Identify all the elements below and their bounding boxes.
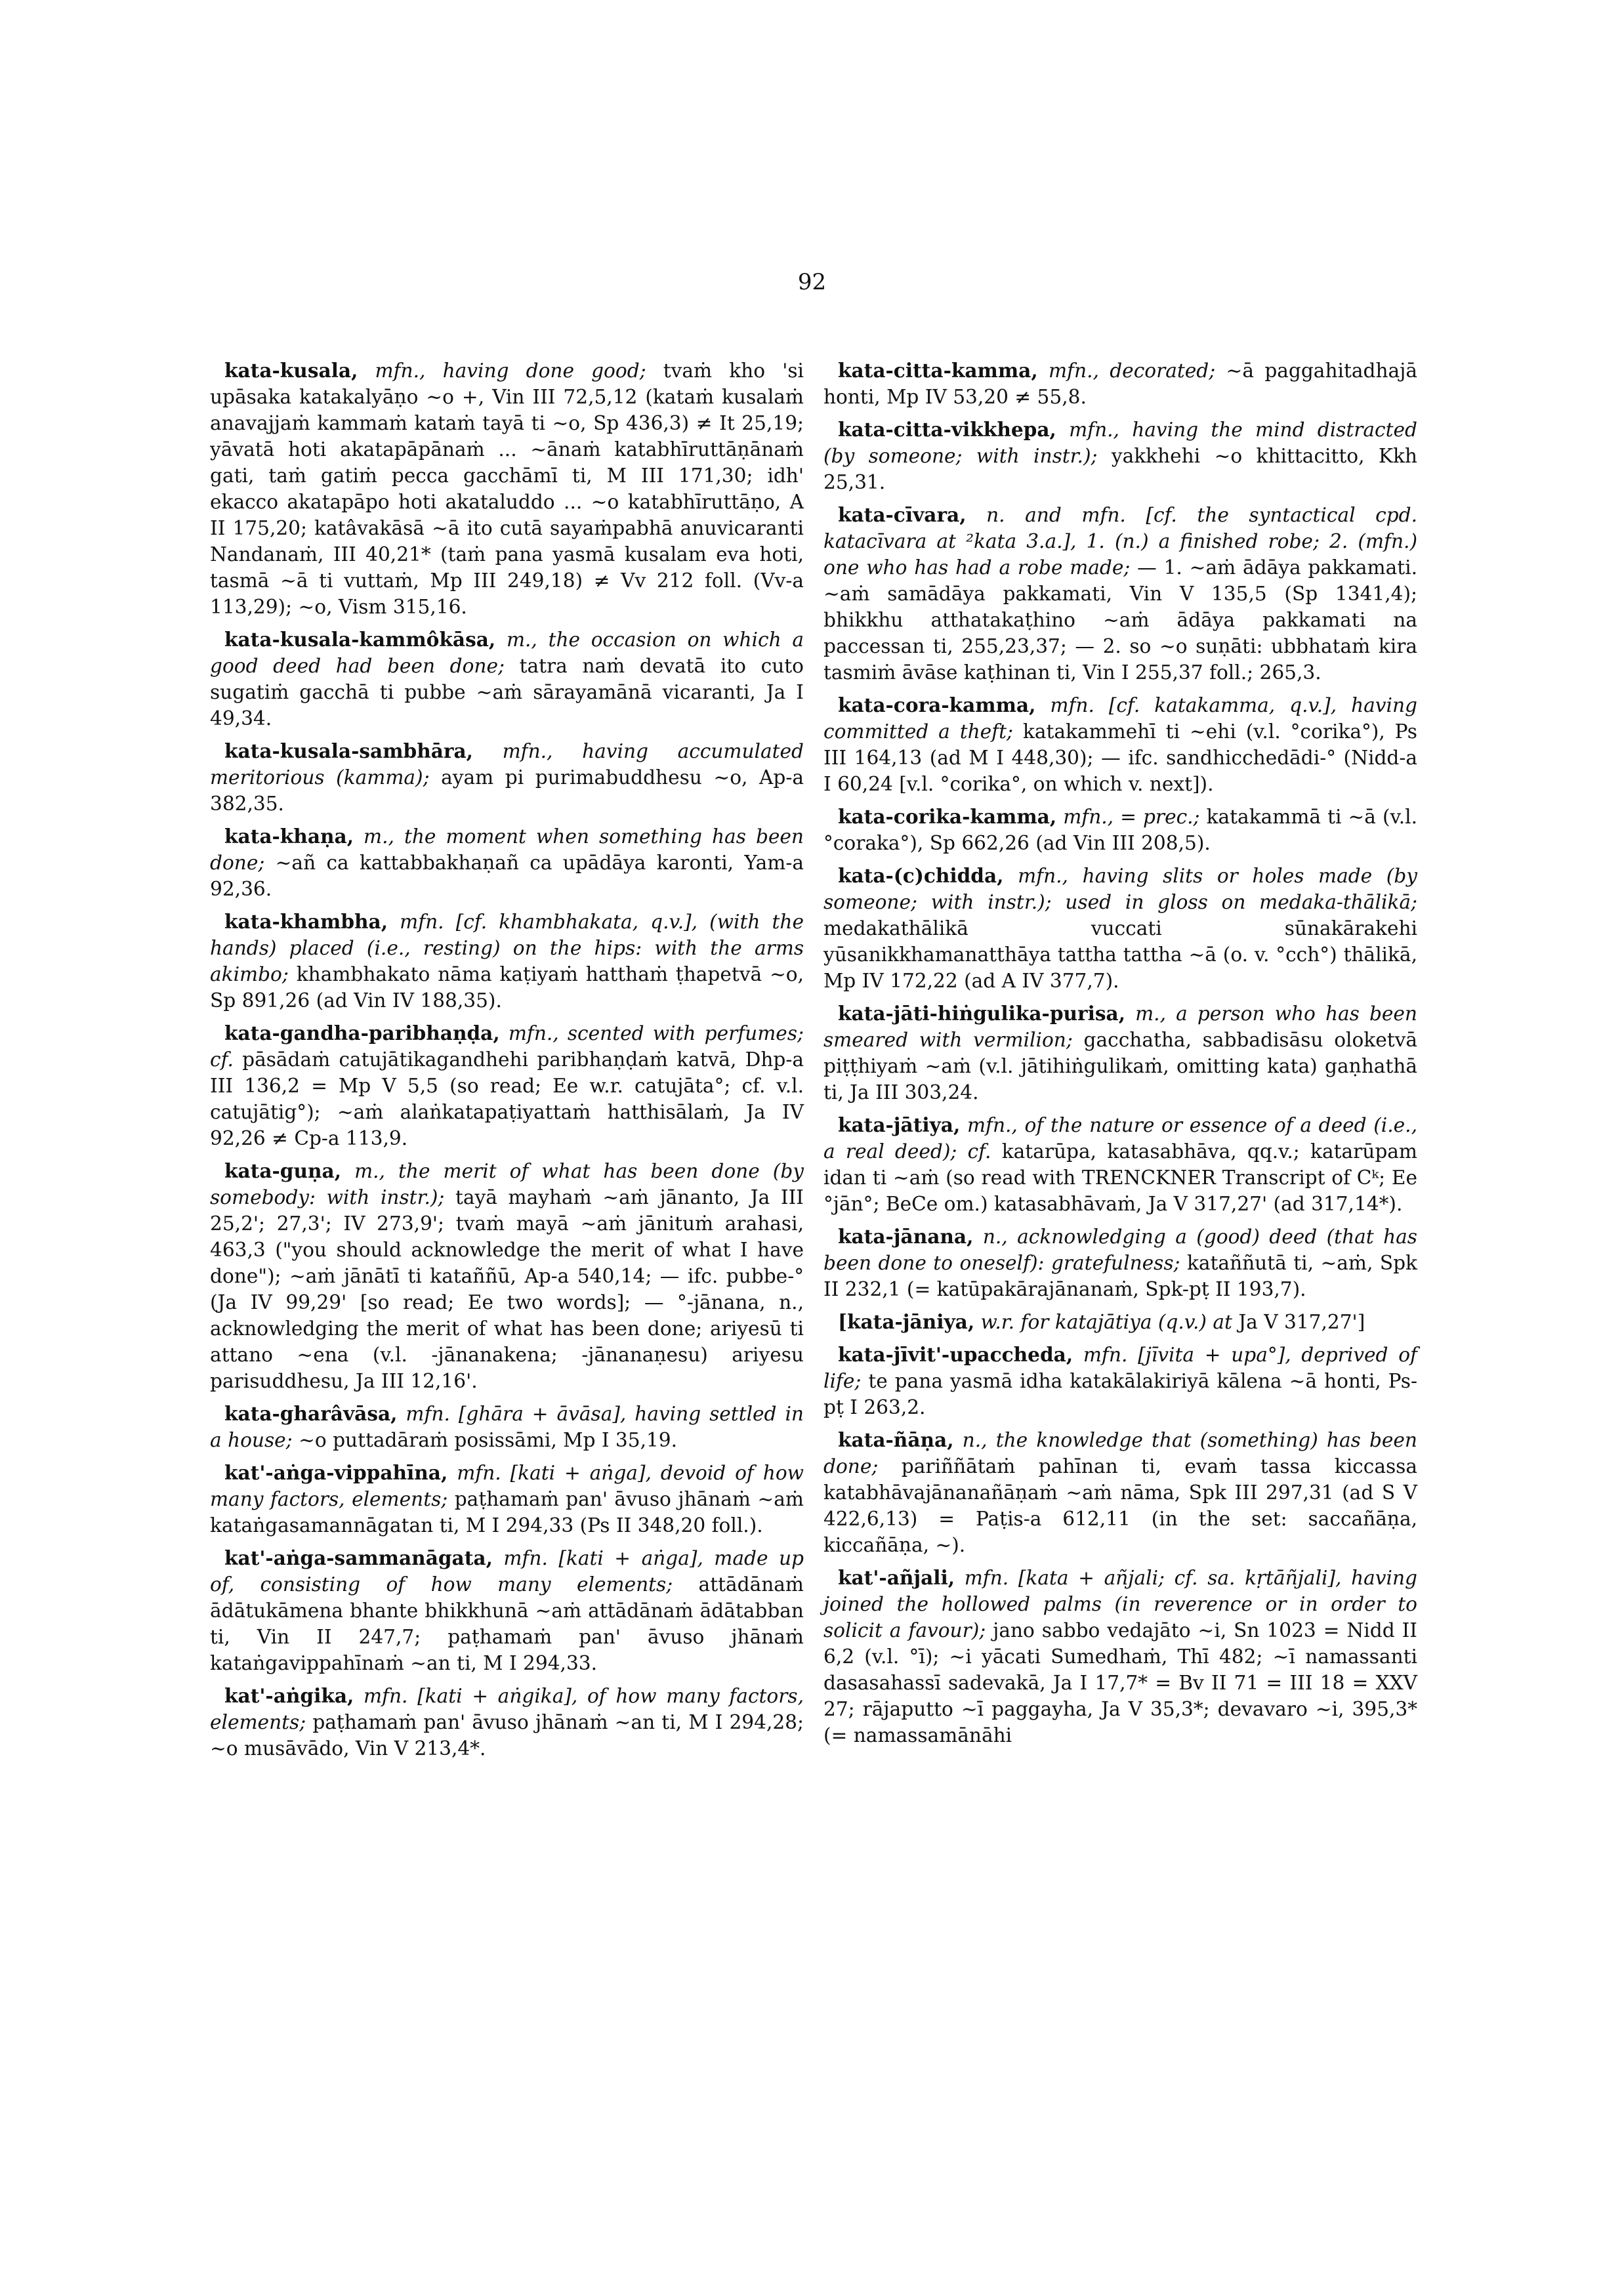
entry-definition: having slits or holes made (by someone; with instr.); used in gloss on medaka-thālikā; (823, 865, 1417, 913)
entry-grammar: n. and mfn. (986, 504, 1126, 526)
entry-definition: having done good; (442, 360, 646, 382)
entry-grammar: mfn. (1050, 694, 1094, 716)
entry-headword: kata-gandha-paribhaṇḍa, (224, 1022, 500, 1044)
entry-body: katakammā ti ~ā (v.l. °coraka°), Sp 662,26 (ad Vin III 208,5). (823, 806, 1417, 854)
entry-grammar: m., (364, 825, 394, 848)
dictionary-entry (210, 1460, 804, 1539)
entry-headword: kata-kusala-kammôkāsa, (224, 628, 496, 651)
entry-definition: [ghāra + āvāsa], having settled in a house; (210, 1403, 804, 1451)
entry-grammar: n., (982, 1226, 1008, 1248)
entry-headword: [kata-jāniya, (838, 1310, 975, 1333)
dictionary-entry (210, 627, 804, 732)
dictionary-entry (823, 863, 1417, 994)
entry-definition: [jīvita + upa°], deprived of life; (823, 1344, 1417, 1392)
entry-definition: the knowledge that (something) has been done; (823, 1429, 1417, 1478)
entry-definition: scented with perfumes; cf. (210, 1022, 804, 1071)
entry-body: te pana yasmā idha katakālakiriyā kālena ~ā honti, Ps-pṭ I 263,2. (823, 1370, 1417, 1418)
entry-headword: kata-(c)chidda, (838, 864, 1004, 887)
entry-headword: kata-gharâvāsa, (224, 1402, 398, 1425)
entry-headword: kata-jātiya, (838, 1113, 961, 1136)
entry-definition: decorated; (1110, 360, 1216, 382)
entry-grammar: mfn., (1063, 806, 1114, 828)
entry-headword: kata-citta-kamma, (838, 359, 1038, 382)
entry-grammar: mfn., (375, 360, 426, 382)
entry-headword: kata-ñāṇa, (838, 1428, 954, 1451)
entry-headword: kata-kusala, (224, 359, 358, 382)
entry-headword: kat'-añjali, (838, 1566, 955, 1589)
dictionary-entry (823, 358, 1417, 410)
entry-headword: kata-cīvara, (838, 503, 967, 526)
dictionary-entry (210, 1545, 804, 1676)
entry-headword: kata-khaṇa, (224, 825, 354, 848)
dictionary-entry (210, 1020, 804, 1151)
dictionary-entry (210, 1158, 804, 1394)
dictionary-entry (823, 1427, 1417, 1558)
dictionary-entry (210, 738, 804, 817)
entry-grammar: mfn., (967, 1114, 1018, 1136)
entry-grammar: mfn., (1018, 865, 1068, 887)
entry-body: gacchatha, sabbadisāsu oloketvā piṭṭhiyaṁ ~aṁ (v.l. jātihiṅgulikaṁ, omitting kata) gaṇhathā ti, Ja III 303,24. (823, 1029, 1417, 1104)
entry-grammar: w.r. (980, 1311, 1015, 1333)
entry-grammar: mfn. (363, 1685, 408, 1707)
entry-definition: = prec.; (1120, 806, 1200, 828)
entry-grammar: m., (354, 1160, 385, 1182)
entry-body: jano sabbo vedajāto ~i, Sn 1023 = Nidd II 6,2 (v.l. °ī); ~i yācati Sumedhaṁ, Thī 482; ~ī namassanti dasasahassī sadevakā, Ja I 17,7* = Bv II 71 = III 18 = XXV 27; rājaputto ~ī paggayha, Ja V 35,3*; devavaro ~i, 395,3* (= namassamānāhi (823, 1619, 1417, 1747)
right-column (823, 358, 1417, 1755)
entry-body: medakathālikā vuccati sūnakārakehi yūsanikkhamanatthāya tattha tattha ~ā (o. v. °cch°) thālikā, Mp IV 172,22 (ad A IV 377,7). (823, 917, 1417, 992)
entry-definition: [cf. khambhakata, q.v.], (with the hands) placed (i.e., resting) on the hips: with the arms akimbo; (210, 911, 804, 985)
entry-body: ~añ ca kattabbakhaṇañ ca upādāya karonti, Yam-a 92,36. (210, 852, 804, 900)
entry-definition: the merit of what has been done (by somebody: with instr.); (210, 1160, 804, 1209)
entry-body: pariññātaṁ pahīnan ti, evaṁ tassa kiccassa katabhāvajānanañāṇaṁ ~aṁ nāma, Spk III 297,31 (ad S V 422,6,13) = Paṭis-a 612,11 (in the set: saccañāṇa, kiccañāṇa, ~). (823, 1455, 1417, 1556)
entry-body: pāsādaṁ catujātikagandhehi paribhaṇḍaṁ katvā, Dhp-a III 136,2 = Mp V 5,5 (so read; Ee w.r. catujāta°; cf. v.l. catujātig°); ~aṁ alaṅkatapaṭiyattaṁ hatthisālaṁ, Ja IV 92,26 ≠ Cp-a 113,9. (210, 1048, 804, 1149)
entry-body: paṭhamaṁ pan' āvuso jhānaṁ ~an ti, M I 294,28; ~o musāvādo, Vin V 213,4*. (210, 1711, 804, 1760)
dictionary-entry (823, 692, 1417, 797)
entry-definition: [kata + añjali; cf. sa. kṛtāñjali], having joined the hollowed palms (in reverence or in order to solicit a favour); (823, 1567, 1417, 1642)
entry-body: attādānaṁ ādātukāmena bhante bhikkhunā ~aṁ attādānaṁ ādātabban ti, Vin II 247,7; paṭhamaṁ pan' āvuso jhānaṁ kataṅgavippahīnaṁ ~an ti, M I 294,33. (210, 1573, 804, 1674)
entry-grammar: m., (506, 629, 537, 651)
entry-headword: kata-kusala-sambhāra, (224, 739, 473, 762)
entry-grammar: mfn. (406, 1403, 450, 1425)
entry-definition: the moment when something has been done; (210, 825, 804, 874)
dictionary-entry (823, 417, 1417, 495)
entry-definition: acknowledging a (good) deed (that has been done to oneself): gratefulness; (823, 1226, 1417, 1274)
entry-grammar: mfn. (503, 1547, 548, 1569)
entry-grammar: mfn., (1069, 419, 1119, 441)
dictionary-entry (210, 823, 804, 902)
dictionary-entry (210, 1401, 804, 1453)
entry-body: ayam pi purimabuddhesu ~o, Ap-a 382,35. (210, 766, 804, 815)
entry-grammar: mfn., (502, 740, 553, 762)
entry-definition: a person who has been smeared with vermilion; (823, 1003, 1417, 1051)
dictionary-entry (823, 1112, 1417, 1217)
entry-grammar: mfn. (964, 1567, 1009, 1589)
entry-grammar: mfn. (457, 1462, 501, 1484)
dictionary-entry (823, 804, 1417, 856)
entry-definition: [kati + aṅgika], of how many factors, elements; (210, 1685, 804, 1733)
entry-headword: kata-corika-kamma, (838, 805, 1057, 828)
entry-headword: kata-khambha, (224, 910, 388, 933)
entry-definition: the occasion on which a good deed had been done; (210, 629, 804, 677)
entry-grammar: n., (962, 1429, 988, 1451)
entry-grammar: mfn., (508, 1022, 559, 1044)
entry-body: tvaṁ kho 'si upāsaka katakalyāṇo ~o +, Vin III 72,5,12 (kataṁ kusalaṁ anavajjaṁ kammaṁ kataṁ tayā ti ~o, Sp 436,3) ≠ It 25,19; yāvatā hoti akatapāpānaṁ ... ~ānaṁ katabhīruttāṇānaṁ gati, taṁ gatiṁ pecca gacchāmī ti, M III 171,30; idh' ekacco akatapāpo hoti akataluddo ... ~o katabhīruttāṇo, A II 175,20; katâvakāsā ~ā ito cutā sayaṁpabhā anuvicaranti Nandanaṁ, III 40,21* (taṁ pana yasmā kusalam eva hoti, tasmā ~ā ti vuttaṁ, Mp III 249,18) ≠ Vv 212 foll. (Vv-a 113,29); ~o, Vism 315,16. (210, 360, 804, 618)
entry-headword: kat'-aṅgika, (224, 1684, 354, 1707)
entry-body: Ja V 317,27'] (1238, 1311, 1365, 1333)
dictionary-entry (823, 1309, 1417, 1335)
entry-body: — 1. ~aṁ ādāya pakkamati. ~aṁ samādāya pakkamati, Vin V 135,5 (Sp 1341,4); bhikkhu atthatakaṭhino ~aṁ ādāya pakkamati na paccessan ti, 255,23,37; — 2. so ~o suṇāti: ubbhataṁ kira tasmiṁ āvāse kaṭhinan ti, Vin I 255,37 foll.; 265,3. (823, 556, 1417, 684)
dictionary-entry (210, 358, 804, 620)
entry-body: yakkhehi ~o khittacitto, Kkh 25,31. (823, 445, 1417, 493)
entry-definition: [kati + aṅga], made up of, consisting of how many elements; (210, 1547, 804, 1596)
entry-body: khambhakato nāma kaṭiyaṁ hatthaṁ ṭhapetvā ~o, Sp 891,26 (ad Vin IV 188,35). (210, 963, 804, 1012)
entry-definition: [kati + aṅga], devoid of how many factors, elements; (210, 1462, 804, 1510)
entry-headword: kata-jānana, (838, 1225, 974, 1248)
page-number: 92 (797, 269, 827, 295)
entry-grammar: mfn. (1083, 1344, 1128, 1366)
entry-body: kataññutā ti, ~aṁ, Spk II 232,1 (= katūpakārajānanaṁ, Spk-pṭ II 193,7). (823, 1252, 1417, 1300)
entry-definition: having the mind distracted (by someone; with instr.); (823, 419, 1417, 467)
entry-grammar: mfn., (1049, 360, 1099, 382)
dictionary-entry (210, 1683, 804, 1762)
entry-body: ~o puttadāraṁ posissāmi, Mp I 35,19. (299, 1429, 678, 1451)
dictionary-entry (823, 502, 1417, 686)
dictionary-entry (823, 1224, 1417, 1302)
left-column (210, 358, 804, 1768)
entry-headword: kata-citta-vikkhepa, (838, 418, 1056, 441)
dictionary-entry (823, 1342, 1417, 1420)
entry-grammar: m., (1135, 1003, 1166, 1025)
dictionary-entry (823, 1565, 1417, 1748)
entry-definition: of the nature or essence of a deed (i.e., a real deed); cf. (823, 1114, 1417, 1163)
entry-headword: kat'-aṅga-vippahīna, (224, 1461, 448, 1484)
entry-body: ~ā paggahitadhajā honti, Mp IV 53,20 ≠ 55,8. (823, 360, 1417, 408)
entry-grammar: mfn. (400, 911, 444, 933)
entry-definition: having accumulated meritorious (kamma); (210, 740, 804, 789)
entry-body: katakammehī ti ~ehi (v.l. °corika°), Ps III 164,13 (ad M I 448,30); — ifc. sandhicchedādi-° (Nidd-a I 60,24 [v.l. °corika°, on which v. next]). (823, 720, 1417, 795)
entry-body: tayā mayhaṁ ~aṁ jānanto, Ja III 25,2'; 27,3'; IV 273,9'; tvaṁ mayā ~aṁ jānituṁ arahasi, 463,3 ("you should acknowledge the merit of what I have done"); ~aṁ jānātī ti kataññū, Ap-a 540,14; — ifc. pubbe-° (Ja IV 99,29' [so read; Ee two words]; — °-jānana, n., acknowledging the merit of what has been done; ariyesū ti attano ~ena (v.l. -jānanakena; -jānanaṇesu) ariyesu parisuddhesu, Ja III 12,16'. (210, 1186, 804, 1392)
entry-definition: [cf. the syntactical cpd. katacīvara at ²kata 3.a.], 1. (n.) a finished robe; 2. (mfn.) one who has had a robe made; (823, 504, 1417, 579)
dictionary-entry (823, 1001, 1417, 1106)
entry-headword: kata-cora-kamma, (838, 693, 1036, 716)
entry-body: katarūpa, katasabhāva, qq.v.; katarūpam idan ti ~aṁ (so read with TRENCKNER Transcript of Cᵏ; Ee °jān°; BeCe om.) katasabhāvaṁ, Ja V 317,27' (ad 317,14*). (823, 1140, 1417, 1215)
entry-definition: for katajātiya (q.v.) at (1020, 1311, 1232, 1333)
entry-body: tatra naṁ devatā ito cuto sugatiṁ gacchā ti pubbe ~aṁ sārayamānā vicaranti, Ja I 49,34. (210, 655, 804, 730)
entry-headword: kata-jīvit'-upaccheda, (838, 1343, 1073, 1366)
dictionary-entry (210, 909, 804, 1014)
entry-headword: kata-guṇa, (224, 1159, 342, 1182)
entry-headword: kata-jāti-hiṅgulika-purisa, (838, 1002, 1125, 1025)
entry-body: paṭhamaṁ pan' āvuso jhānaṁ ~aṁ kataṅgasamannāgatan ti, M I 294,33 (Ps II 348,20 foll.). (210, 1488, 804, 1537)
entry-definition: [cf. katakamma, q.v.], having committed a theft; (823, 694, 1417, 743)
entry-headword: kat'-aṅga-sammanāgata, (224, 1546, 493, 1569)
